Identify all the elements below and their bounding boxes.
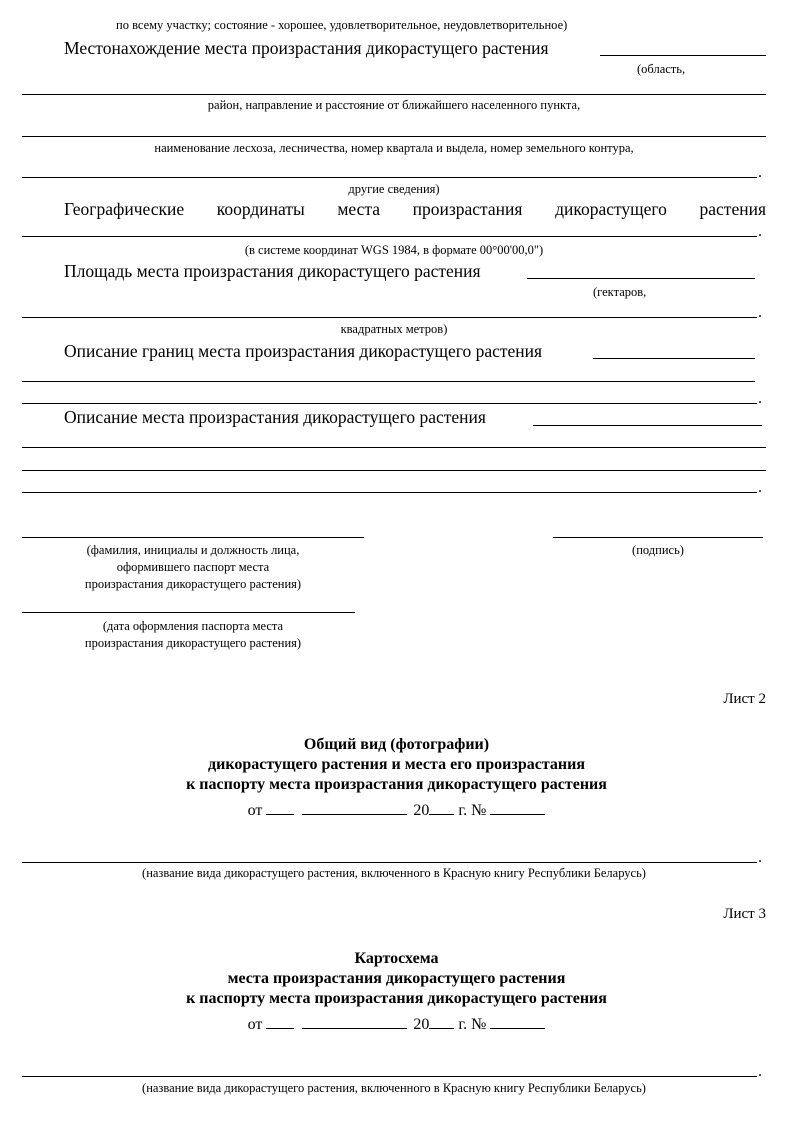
sheet3-title <box>0 949 793 1009</box>
person-hint-3: произрастания дикорастущего растения) <box>84 577 302 591</box>
coords-hint: (в системе координат WGS 1984, в формате 00°00'00,0") <box>244 243 544 257</box>
date-field[interactable] <box>22 612 355 613</box>
year-prefix: 20 <box>413 1016 430 1033</box>
description-label: Описание места произрастания дикорастущего растения <box>64 407 486 427</box>
sheet2-label: Лист 2 <box>723 691 766 707</box>
sheet3-date-row <box>0 1013 793 1035</box>
from-label: от <box>247 802 263 819</box>
sqm-hint: квадратных метров) <box>340 322 448 336</box>
sheet3-species-hint: (название вида дикорастущего растения, включенного в Красную книгу Республики Беларусь) <box>142 1081 646 1095</box>
period: . <box>758 223 762 240</box>
period: . <box>758 849 762 866</box>
sheet2-title <box>0 735 793 795</box>
year-prefix: 20 <box>413 802 430 819</box>
year-field[interactable] <box>429 799 454 815</box>
signature-hint: (подпись) <box>632 543 684 557</box>
month-field[interactable] <box>302 1013 407 1029</box>
sheet2-species-field[interactable] <box>22 862 757 863</box>
number-label: г. № <box>458 802 487 819</box>
person-hint-2: оформившего паспорт места <box>116 560 270 574</box>
date-hint-1: (дата оформления паспорта места <box>102 619 284 633</box>
description-field[interactable] <box>533 425 762 426</box>
sheet3-title-2: места произрастания дикорастущего растения <box>227 970 566 987</box>
month-field[interactable] <box>302 799 407 815</box>
borders-field-line-2[interactable] <box>22 381 755 382</box>
number-label: г. № <box>458 1016 487 1033</box>
description-field-line-2[interactable] <box>22 447 766 448</box>
sheet3-title-3: к паспорту места произрастания дикорастущего растения <box>186 990 607 1007</box>
area-label: Площадь места произрастания дикорастущего растения <box>64 261 481 281</box>
hectares-hint: (гектаров, <box>593 285 647 299</box>
description-field-line-3[interactable] <box>22 470 766 471</box>
other-hint: другие сведения) <box>348 182 440 196</box>
day-field[interactable] <box>266 1013 294 1029</box>
day-field[interactable] <box>266 799 294 815</box>
state-hint: по всему участку; состояние - хорошее, удовлетворительное, неудовлетворительное) <box>116 18 568 32</box>
person-field[interactable] <box>22 537 364 538</box>
number-field[interactable] <box>490 799 545 815</box>
location-field-line-4[interactable] <box>22 177 757 178</box>
borders-field[interactable] <box>593 358 755 359</box>
sheet2-date-row <box>0 799 793 821</box>
sheet2-species-hint: (название вида дикорастущего растения, включенного в Красную книгу Республики Беларусь) <box>142 866 646 880</box>
signature-field[interactable] <box>553 537 763 538</box>
location-field[interactable] <box>600 55 766 56</box>
period: . <box>758 1063 762 1080</box>
area-field-line-2[interactable] <box>22 317 757 318</box>
sheet3-label: Лист 3 <box>723 906 766 922</box>
date-hint <box>22 619 364 650</box>
oblast-hint: (область, <box>637 62 686 76</box>
sheet2-title-1: Общий вид (фотографии) <box>303 736 490 753</box>
location-field-line-2[interactable] <box>22 94 766 95</box>
area-field[interactable] <box>527 278 755 279</box>
coords-field[interactable] <box>22 236 757 237</box>
sheet3-species-field[interactable] <box>22 1076 757 1077</box>
period: . <box>758 479 762 496</box>
person-hint <box>22 543 364 591</box>
borders-label: Описание границ места произрастания дикорастущего растения <box>64 341 543 361</box>
borders-field-line-3[interactable] <box>22 403 757 404</box>
location-field-line-3[interactable] <box>22 136 766 137</box>
description-field-line-4[interactable] <box>22 492 757 493</box>
sheet2-title-3: к паспорту места произрастания дикорастущего растения <box>186 776 607 793</box>
number-field[interactable] <box>490 1013 545 1029</box>
district-hint: район, направление и расстояние от ближайшего населенного пункта, <box>207 98 581 112</box>
from-label: от <box>247 1016 263 1033</box>
sheet3-title-1: Картосхема <box>354 950 439 967</box>
forestry-hint: наименование лесхоза, лесничества, номер квартала и выдела, номер земельного контура, <box>154 141 634 155</box>
location-label: Местонахождение места произрастания дикорастущего растения <box>64 38 549 58</box>
person-hint-1: (фамилия, инициалы и должность лица, <box>86 543 300 557</box>
year-field[interactable] <box>429 1013 454 1029</box>
period: . <box>758 164 762 181</box>
date-hint-2: произрастания дикорастущего растения) <box>84 636 302 650</box>
period: . <box>758 304 762 321</box>
coords-label: Географические координаты места произрастания дикорастущего растения <box>64 199 766 219</box>
period: . <box>758 390 762 407</box>
sheet2-title-2: дикорастущего растения и места его произрастания <box>208 756 585 773</box>
